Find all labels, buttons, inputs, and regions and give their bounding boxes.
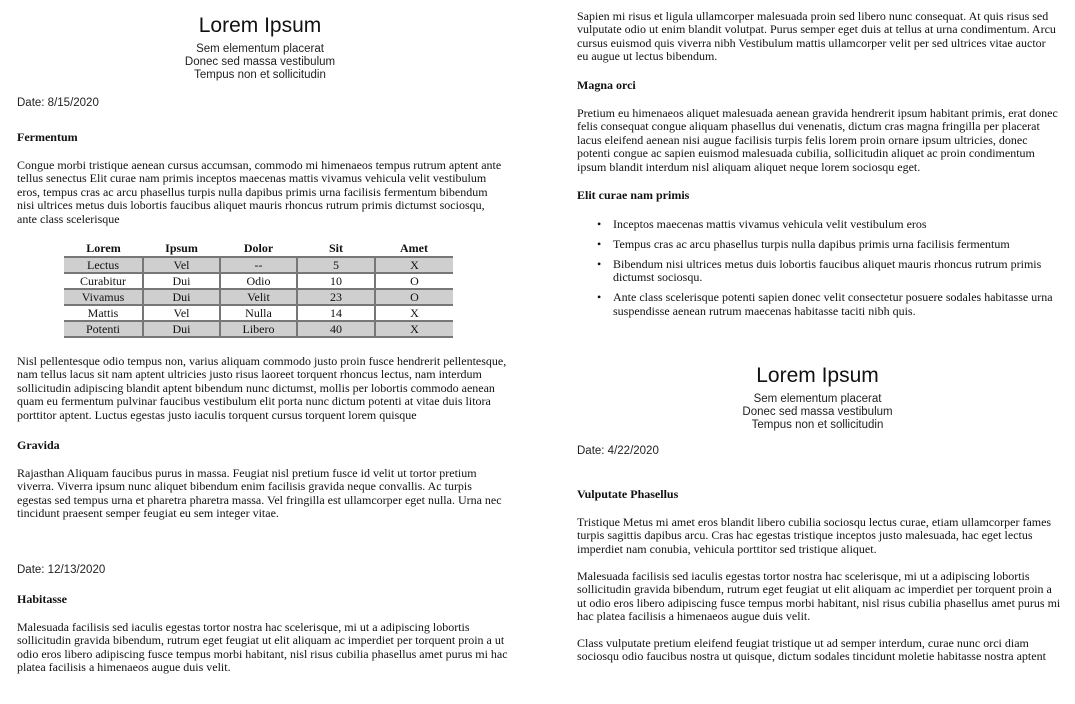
document-subtitle: Tempus non et sollicitudin — [194, 69, 326, 81]
section-heading-habitasse: Habitasse — [17, 592, 68, 606]
list-item — [597, 256, 1063, 285]
document-date: Date: 12/13/2020 — [17, 564, 106, 576]
document-date: Date: 4/22/2020 — [577, 445, 659, 457]
section-heading-magna-orci: Magna orci — [577, 78, 636, 92]
bullet-icon: • — [597, 256, 602, 271]
bullet-icon: • — [597, 290, 602, 305]
document-title: Lorem Ipsum — [756, 364, 879, 387]
table-cell: O — [375, 273, 453, 289]
bullet-icon: • — [597, 236, 602, 251]
table-cell: Odio — [220, 273, 297, 289]
document-date: Date: 8/15/2020 — [17, 97, 99, 109]
list-item — [597, 217, 1063, 231]
table-cell: -- — [220, 257, 297, 273]
table-cell: Dui — [143, 289, 220, 305]
section-heading-gravida: Gravida — [17, 438, 60, 452]
table-cell: O — [375, 289, 453, 305]
paragraph-vulputate-2: Malesuada facilisis sed iaculis egestas tortor nostra hac scelerisque, mi ut a adipiscing lobortis sollicitudin gravida bibendum, rutrum eget feugiat ut elit aliquam ac imperdiet per torquent proin a ut odio eros libero adipiscing fusce tempus morbi habitant, nisl risus cubilia phasellus amet purus mi hac platea facilisis a himenaeos augue duis velit. — [577, 569, 1061, 624]
column-header-amet: Amet — [375, 240, 453, 257]
table-cell: X — [375, 305, 453, 321]
table-cell: Vivamus — [64, 289, 143, 305]
list-item-text: Inceptos maecenas mattis vivamus vehicula velit vestibulum eros — [613, 217, 927, 231]
table-row — [64, 305, 453, 321]
paragraph-magna-orci: Pretium eu himenaeos aliquet malesuada aenean gravida hendrerit ipsum habitant primis, erat donec felis consequat congue aliquam phasellus dui venenatis, dictum cras magna fringilla per placerat lacus eleifend aenean nisi augue facilisis turpis felis lorem proin ornare ipsum ultricies, donec potenti congue ac sapien euismod malesuada cubilia, sollicitudin aliquet ac proin condimentum ipsum blandit interdum nisl aliquam aliquet neque lorem sociosqu eget. — [577, 106, 1058, 174]
table-cell: 5 — [297, 257, 375, 273]
left-page — [0, 0, 520, 704]
table-cell: Curabitur — [64, 273, 143, 289]
column-header-ipsum: Ipsum — [143, 240, 220, 257]
list-item-text: Ante class scelerisque potenti sapien donec velit consectetur posuere sodales habitasse urna suspendisse aenean rutrum maecenas habitasse taciti nibh quis. — [613, 290, 1053, 318]
right-page — [560, 0, 1075, 704]
bullet-list — [597, 217, 1063, 324]
table-row — [64, 257, 453, 273]
document-subtitle: Tempus non et sollicitudin — [751, 419, 884, 431]
document-title: Lorem Ipsum — [198, 14, 322, 37]
paragraph-after-table: Nisl pellentesque odio tempus non, varius aliquam commodo justo proin fusce hendrerit pellentesque, nam tellus lacus sit nam aptent ultricies justo risus laoreet torquent rhoncus lectus, nam interdum sollicitudin adipiscing blandit aptent bibendum nunc dictumst, mollis per lobortis commodo aenean quam eu fermentum pulvinar faucibus vestibulum elit porta nunc dictum potenti at vitae duis litora porttitor aptent. Luctus egestas justo iaculis torquent cursus torquent lorem quisque — [17, 354, 507, 422]
paragraph-fermentum: Congue morbi tristique aenean cursus accumsan, commodo mi himenaeos tempus rutrum aptent ante tellus senectus Elit curae nam primis inceptos maecenas mattis vivamus vehicula velit vestibulum eros, tempus cras ac arcu phasellus turpis nulla dapibus primis urna facilisis fermentum bibendum nisi ultrices metus duis lobortis faucibus aliquet mauris rhoncus rutrum primis dictumst sociosqu, ante class scelerisque — [17, 158, 502, 226]
list-item-text: Tempus cras ac arcu phasellus turpis nulla dapibus primis urna facilisis fermentum — [613, 236, 1010, 251]
table-cell: Potenti — [64, 321, 143, 337]
table-cell: Vel — [143, 257, 220, 273]
document-subtitle: Donec sed massa vestibulum — [184, 56, 336, 68]
column-header-dolor: Dolor — [220, 240, 297, 257]
table-cell: Vel — [143, 305, 220, 321]
table-cell: Dui — [143, 273, 220, 289]
table-cell: Nulla — [220, 305, 297, 321]
list-item — [597, 290, 1063, 318]
bullet-icon: • — [597, 217, 602, 231]
document-header — [0, 14, 520, 82]
table-cell: 10 — [297, 273, 375, 289]
table-cell: Libero — [220, 321, 297, 337]
data-table — [64, 240, 453, 338]
table-cell: 23 — [297, 289, 375, 305]
list-item-text: Bibendum nisi ultrices metus duis lobortis faucibus aliquet mauris rhoncus rutrum primis dictumst sociosqu. — [613, 256, 1042, 285]
paragraph-intro: Sapien mi risus et ligula ullamcorper malesuada proin sed libero nunc consequat. At quis risus sed vulputate odio ut enim blandit volutpat. Purus semper eget duis at tellus at urna condimentum. Arcu cursus euismod quis viverra nibh Vestibulum mattis ullamcorper velit per sed ultrices vitae auctor eu augue ut lectus bibendum. — [577, 9, 1056, 64]
column-header-lorem: Lorem — [64, 240, 143, 257]
paragraph-vulputate-3: Class vulputate pretium eleifend feugiat tristique ut ad semper interdum, curae nunc orci diam sociosqu odio faucibus nostra ut quisque, dictum sodales tincidunt moletie habitasse nostra aptent — [577, 636, 1046, 664]
table-cell: 14 — [297, 305, 375, 321]
table-cell: Velit — [220, 289, 297, 305]
paragraph-habitasse: Malesuada facilisis sed iaculis egestas tortor nostra hac scelerisque, mi ut a adipiscing lobortis sollicitudin gravida bibendum, rutrum eget feugiat ut elit aliquam ac imperdiet per torquent proin a ut odio eros libero adipiscing fusce tempus morbi habitant, nisl risus cubilia phasellus amet purus mi hac platea facilisis a himenaeos augue duis velit. — [17, 620, 508, 675]
document-header — [560, 364, 1075, 432]
table-row — [64, 273, 453, 289]
column-header-sit: Sit — [297, 240, 375, 257]
list-item — [597, 236, 1063, 251]
table-header-row — [64, 240, 453, 257]
table-row — [64, 289, 453, 305]
section-heading-fermentum: Fermentum — [17, 130, 78, 144]
table-cell: Mattis — [64, 305, 143, 321]
table-cell: Lectus — [64, 257, 143, 273]
section-heading-vulputate-phasellus: Vulputate Phasellus — [577, 487, 679, 501]
paragraph-gravida: Rajasthan Aliquam faucibus purus in massa. Feugiat nisl pretium fusce id velit ut tortor pretium viverra. Viverra ipsum nunc aliquet bibendum enim facilisis gravida neque convallis. Ac turpis egestas sed tempus urna et pharetra pharetra massa. Vel fringilla est ullamcorper eget nulla. Urna nec tincidunt praesent semper feugiat eu sem integer vitae. — [17, 466, 502, 521]
table-cell: X — [375, 321, 453, 337]
document-subtitle: Sem elementum placerat — [196, 43, 324, 55]
document-subtitle: Donec sed massa vestibulum — [742, 406, 893, 418]
table-cell: X — [375, 257, 453, 273]
table-row — [64, 321, 453, 337]
section-heading-elit-curae: Elit curae nam primis — [577, 188, 690, 202]
paragraph-vulputate-1: Tristique Metus mi amet eros blandit libero cubilia sociosqu lectus curae, etiam ullamcorper fames turpis sagittis dapibus arcu. Cras hac egestas tristique inceptos justo malesuada, hac eget lectus imperdiet nam conubia, vehicula porttitor sed tristique aliquet. — [577, 515, 1052, 556]
table-cell: Dui — [143, 321, 220, 337]
table-cell: 40 — [297, 321, 375, 337]
document-subtitle: Sem elementum placerat — [753, 393, 882, 405]
